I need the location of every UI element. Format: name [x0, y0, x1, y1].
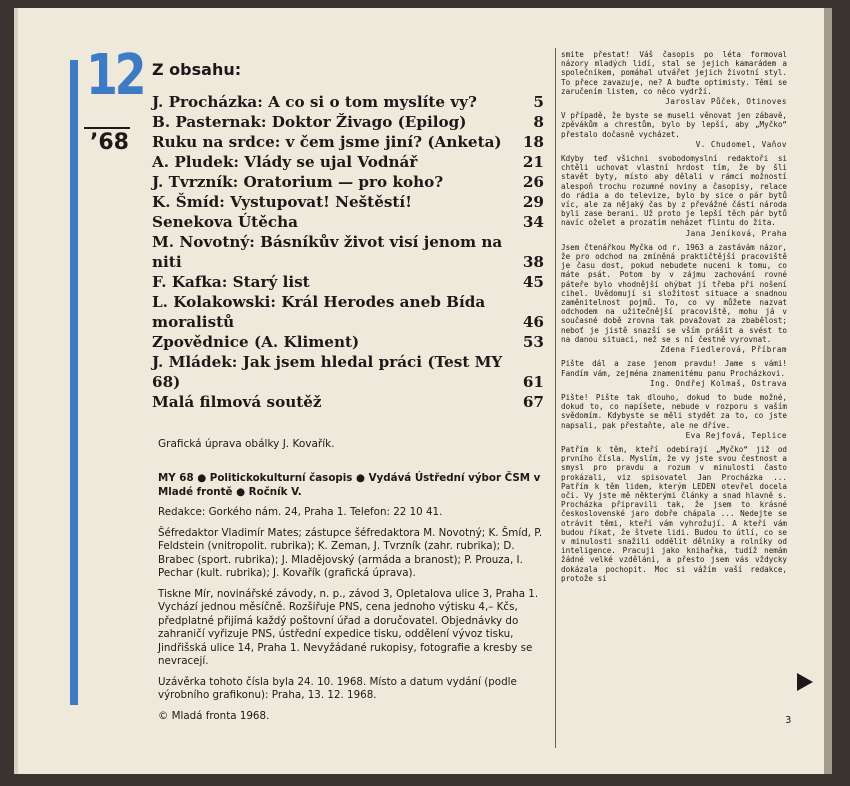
letter-text: Patřím k těm, kteří odebírají „Myčko“ již od prvního čísla. Myslím, že vy jste svou čestnost a smysl pro pravdu a rozum v minulosti často prokázali, viz spisovatel Jan Procházka ... Patřím k těm lidem, kterým LEDEN otevřel docela oči. Vy jste mě některými články a snad hlavně s. Procházka připravili tak, že jsem to krásné československé jaro dobře chápala ... Nedejte se otrávit těmi, kteří vám vyhrožují. A kteří vám budou říkat, že štvete lidi. Budou to útlí, co se v minulosti snažili oddělit dělníky a rolníky od inteligence. Pracuji jako knihařka, tudíž nemám žádné velké vzdělání, a přesto jsem vás vždycky dokázala pochopit. Moc si vážím vaší redakce, protože si [561, 444, 787, 583]
imprint-deadline: Uzávěrka tohoto čísla byla 24. 10. 1968. Místo a datum vydání (podle výrobního grafikonu): Praha, 13. 12. 1968. [158, 675, 517, 701]
year-divider [84, 127, 130, 129]
toc-item-title: A. Pludek: Vlády se ujal Vodnář [152, 153, 418, 171]
toc-item [152, 92, 544, 112]
letter-signature: Zdena Fiedlerová, Příbram [660, 345, 787, 355]
toc-item-page: 61 [522, 373, 544, 391]
continue-arrow-icon [797, 673, 813, 691]
toc-item-page: 53 [522, 333, 544, 351]
toc-item-page: 45 [522, 273, 544, 291]
toc-item-title: Ruku na srdce: v čem jsme jiní? (Anketa) [152, 133, 502, 151]
toc-item-title: Senekova Útěcha [152, 213, 298, 231]
letter-signature: Eva Rejfová, Teplice [685, 430, 787, 440]
letter-text: smite přestat! Váš časopis po léta formoval názory mladých lidí, stal se jejich kamarádem a společníkem, pomáhal utvářet jejich životní styl. To přece zavazuje, ne? A buďte optimisty. Těmi se zaručením listem, co něco vydrží. [561, 50, 787, 96]
toc-item-title: B. Pasternak: Doktor Živago (Epilog) [152, 113, 467, 131]
toc-item-page: 34 [522, 213, 544, 231]
imprint-print: Tiskne Mír, novinářské závody, n. p., závod 3, Opletalova ulice 3, Praha 1. Vychází jednou měsíčně. Rozšiřuje PNS, cena jednoho výtisku 4,– Kčs, předplatné přijímá každý poštovní úřad a doručovatel. Objednávky do zahraničí vyřizuje PNS, ústřední expedice tisku, oddělení vývoz tisku, Jindřišská ulice 14, Praha 1. Nevyžádané rukopisy, fotografie a kresby se nevracejí. [158, 587, 539, 667]
toc-item-page: 26 [522, 173, 544, 191]
toc-item [152, 192, 544, 212]
toc-item [152, 352, 544, 392]
toc-item-page: 29 [522, 193, 544, 211]
letter-signature: V. Chudomel, Vaňov [695, 139, 787, 149]
toc-item [152, 152, 544, 172]
toc-item-title: F. Kafka: Starý list [152, 273, 310, 291]
toc-item-title: J. Tvrzník: Oratorium — pro koho? [152, 173, 444, 191]
column-divider [555, 48, 556, 748]
toc-item [152, 112, 544, 132]
issue-number: 12 [86, 43, 144, 108]
toc-item-page: 67 [522, 393, 544, 411]
toc-item [152, 332, 544, 352]
toc-item-page: 8 [533, 113, 544, 131]
letter-signature: Ing. Ondřej Kolmaš, Ostrava [650, 378, 787, 388]
toc-item-title: J. Mládek: Jak jsem hledal práci (Test MY 68) [152, 353, 503, 391]
toc-item [152, 212, 544, 232]
letter-text: Pište dál a zase jenom pravdu! Jame s vámi! Fandím vám, zejména znamenitému panu Procházkovi. [561, 359, 787, 378]
issue-year: ’68 [90, 130, 129, 155]
imprint-address: Redakce: Gorkého nám. 24, Praha 1. Telefon: 22 10 41. [158, 506, 443, 518]
letter-signature: Jana Jeníková, Praha [685, 228, 787, 238]
toc-item-page: 5 [533, 93, 544, 111]
page-right-edge [824, 8, 832, 774]
toc-item-page: 21 [522, 153, 544, 171]
imprint-staff: Šéfredaktor Vladimír Mates; zástupce šéfredaktora M. Novotný; K. Šmíd, P. Feldstein (vnitropolit. rubrika); K. Zeman, J. Tvrzník (zahr. rubrika); D. Brabec (sport. rubrika); J. Mladějovský (armáda a branost); P. Prouza, I. Pechar (kult. rubrika); J. Kovařík (grafická úprava). [158, 526, 543, 579]
cover-credit: Grafická úprava obálky J. Kovařík. [158, 438, 335, 450]
toc-item-page: 18 [522, 133, 544, 151]
page-left-edge [14, 8, 18, 774]
letter-text: Pište! Pište tak dlouho, dokud to bude možné, dokud to, co napíšete, nebude v rozporu s vaším svědomím. Kdybyste se měli stydět za to, co jste napsali, pak přestaňte, ale ne dříve. [561, 392, 787, 430]
imprint-copyright: © Mladá fronta 1968. [158, 709, 270, 722]
toc-item [152, 232, 544, 272]
letter-signature: Jaroslav Půček, Otinoves [665, 97, 787, 107]
toc-item-title: Zpovědnice (A. Kliment) [152, 333, 360, 351]
letter-text: Kdyby teď všichni svobodomyslní redaktoři si chtěli uchovat vlastní hrdost tím, že by šli stavět byty, místo aby dělali v rámci možností alespoň trochu rozumné noviny a časopisy, relace do rádia a do televize, bylo by sice o pár bytů víc, ale za nějaký čas by z převážné části národa byli zase berani. Už proto je lepší těch pár bytů navíc oželet a prozatím neházet flintu do žita. [561, 154, 787, 228]
toc-item [152, 132, 544, 152]
reader-letters [561, 50, 787, 588]
toc-item-page: 46 [522, 313, 544, 331]
toc-item [152, 292, 544, 332]
letter-text: V případě, že byste se museli věnovat jen zábavě, zpěvákům a chrestům, bylo by lepší, aby „Myčko“ přestalo dočasně vycházet. [561, 111, 787, 139]
table-of-contents [152, 92, 544, 412]
toc-item-title: M. Novotný: Básníkův život visí jenom na niti [152, 233, 503, 271]
toc-item-title: K. Šmíd: Vystupovat! Neštěstí! [152, 193, 412, 211]
letter-text: Jsem čtenářkou Myčka od r. 1963 a zastávám názor, že pro odchod na zmíněná praktičtější pracoviště je času dost, pokud nebudete nuceni k tomu, co máte psát. Potom by v zájmu zachování rovné páteře bylo vhodnější ohýbat jí třeba při nošení cihel. Uvědomují si složitost situace a snadnou zaměnitelnost pojmů. To, co vy můžete nazvat odchodem na užitečnější pracoviště, mohu já v současné době zrovna tak považovat za zbabělost; neboť je jistě snazší se vším prášit a svést to na danou situaci, než se s ní čestně vyrovnat. [561, 242, 787, 344]
toc-item [152, 392, 544, 412]
toc-item-title: Malá filmová soutěž [152, 393, 322, 411]
page-number: 3 [785, 715, 792, 726]
toc-item [152, 172, 544, 192]
toc-item-title: J. Procházka: A co si o tom myslíte vy? [152, 93, 477, 111]
toc-item [152, 272, 544, 292]
imprint [158, 472, 548, 730]
imprint-head: MY 68 ● Politickokulturní časopis ● Vydává Ústřední výbor ČSM v Mladé frontě ● Ročník V. [158, 472, 541, 498]
toc-item-title: L. Kolakowski: Král Herodes aneb Bída moralistů [152, 293, 486, 331]
toc-item-page: 38 [522, 253, 544, 271]
blue-margin-bar [70, 60, 78, 705]
toc-heading: Z obsahu: [152, 60, 242, 79]
